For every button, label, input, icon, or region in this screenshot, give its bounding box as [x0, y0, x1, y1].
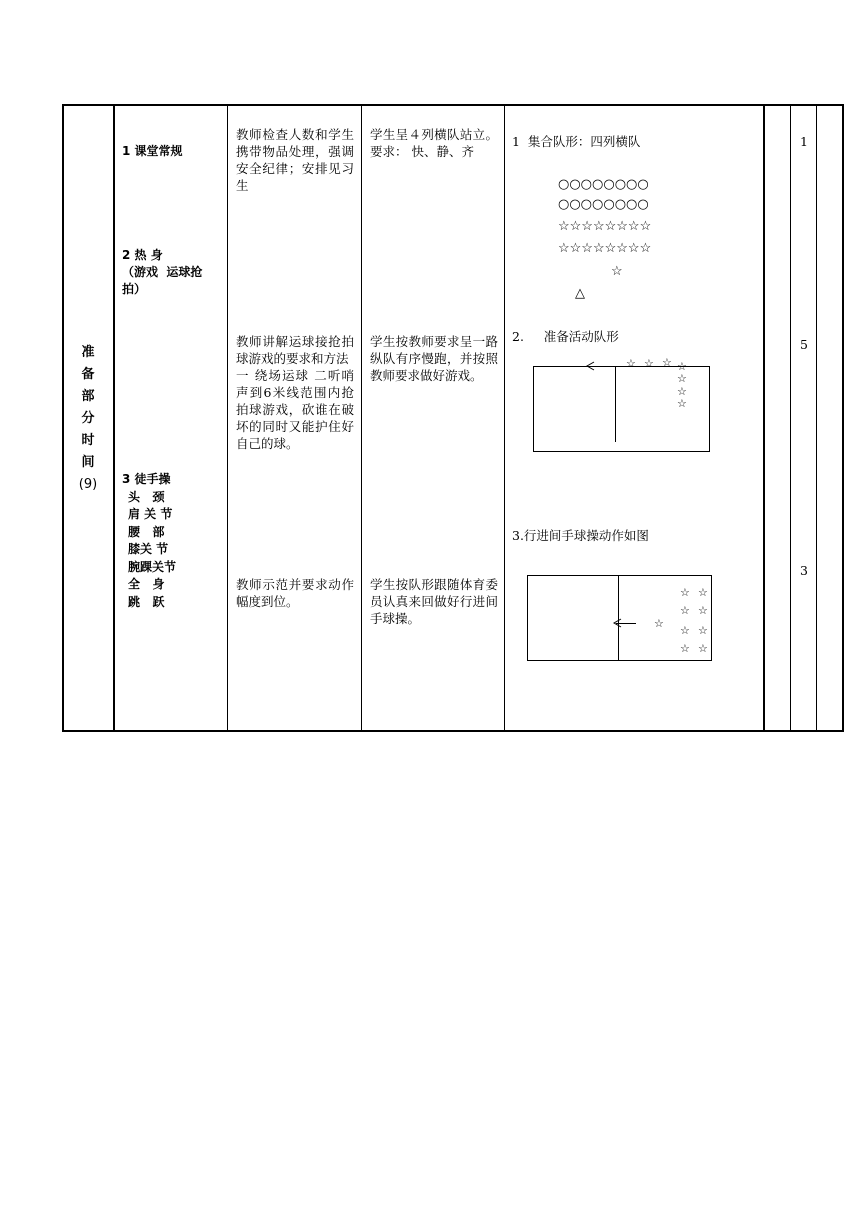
teacher-block-2-line: 教师讲解运球接抢拍球游戏的要求和方法: [236, 334, 354, 366]
section-label-char: 备: [81, 367, 95, 382]
time-value-3: 3: [800, 563, 808, 578]
arrow-left-icon: [612, 618, 622, 628]
student-star: ☆: [662, 356, 672, 369]
formation-row: ○○○○○○○○: [558, 197, 649, 212]
student-star: ☆: [680, 642, 690, 655]
section-label-char: 分: [81, 411, 95, 426]
student-star: ☆: [677, 372, 687, 385]
student-star: ☆: [654, 617, 664, 630]
exercise-line: 头 颈: [128, 489, 165, 504]
exercise-line: 腕踝关节: [128, 559, 177, 574]
student-star: ☆: [677, 360, 687, 373]
teacher-triangle: △: [575, 286, 585, 301]
student-block-2: 学生按教师要求呈一路纵队有序慢跑，并按照教师要求做好游戏。: [370, 334, 498, 383]
student-star: ☆: [698, 642, 708, 655]
teacher-block-1: 教师检查人数和学生携带物品处理，强调安全纪律；安排见习生: [236, 127, 354, 193]
formation-row: ☆☆☆☆☆☆☆☆: [558, 219, 652, 234]
student-block-1: 学生呈４列横队站立。要求： 快、静、齐: [370, 127, 498, 159]
teacher-block-2: [236, 333, 354, 452]
exercise-line: 跳 跃: [128, 594, 165, 609]
exercise-line: 膝关 节: [128, 542, 169, 556]
student-star: ☆: [698, 604, 708, 617]
student-star: ☆: [677, 397, 687, 410]
column-divider: [763, 104, 765, 732]
student-star: ☆: [626, 357, 636, 370]
arrow-left-icon: [585, 361, 595, 371]
exercise-line: 全 身: [128, 577, 165, 591]
student-star: ☆: [698, 624, 708, 637]
organization-title-2: 2. 准备活动队形: [512, 329, 619, 344]
arrow-shaft: [592, 366, 624, 367]
column-divider: [790, 104, 791, 732]
student-block-3: 学生按队形跟随体育委员认真来回做好行进间手球操。: [370, 577, 498, 626]
student-star: ☆: [698, 586, 708, 599]
content-item-3: [122, 471, 176, 611]
teacher-block-3: 教师示范并要求动作幅度到位。: [236, 577, 354, 609]
organization-title-1: 1 集合队形：四列横队: [512, 134, 641, 149]
exercise-line: 腰 部: [128, 524, 165, 539]
column-divider: [113, 104, 115, 732]
formation-row: ○○○○○○○○: [558, 177, 649, 192]
student-star: ☆: [680, 624, 690, 637]
content-item-3-title: 3 徒手操: [122, 472, 171, 486]
court-center-line: [615, 366, 616, 442]
section-label-char: 准: [81, 345, 95, 360]
table-frame: [62, 104, 844, 732]
content-item-2-line: （游戏 运球抢: [122, 265, 203, 279]
column-divider: [361, 104, 362, 732]
section-label-char: (9): [78, 477, 98, 492]
section-label-char: 间: [81, 455, 95, 470]
section-label-char: 部: [81, 389, 95, 404]
column-divider: [227, 104, 228, 732]
content-item-2-line: 拍）: [122, 282, 147, 296]
student-star: ☆: [644, 357, 654, 370]
exercise-line: 肩 关 节: [128, 507, 173, 521]
student-star: ☆: [677, 385, 687, 398]
section-label: [70, 342, 106, 496]
leader-star: ☆: [611, 264, 623, 279]
student-star: ☆: [680, 586, 690, 599]
teacher-block-2-line: 一 绕场运球 二听哨声到6米线范围内抢拍球游戏，砍谁在破坏的同时又能护住好自己的球。: [236, 368, 354, 451]
content-item-1: 1 课堂常规: [122, 144, 183, 158]
section-label-char: 时: [81, 433, 95, 448]
column-divider: [504, 104, 505, 732]
formation-row: ☆☆☆☆☆☆☆☆: [558, 241, 652, 256]
time-value-2: 5: [800, 337, 808, 352]
content-item-2-line: 2 热 身: [122, 248, 163, 262]
organization-title-3: 3.行进间手球操动作如图: [512, 528, 649, 543]
time-value-1: 1: [800, 134, 808, 149]
column-divider: [816, 104, 817, 732]
content-item-2: [122, 247, 202, 298]
student-star: ☆: [680, 604, 690, 617]
